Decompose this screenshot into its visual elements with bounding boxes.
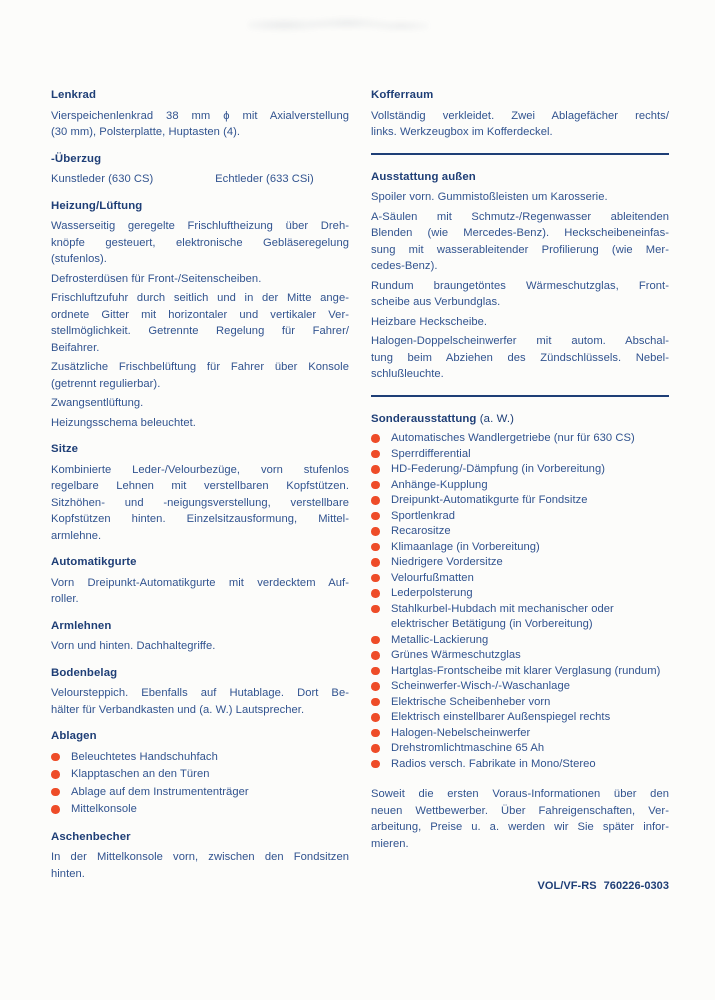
paragraph	[51, 395, 349, 412]
bullet-dot-icon	[371, 651, 380, 660]
paragraph	[51, 108, 349, 141]
material-left: Kunstleder (630 CS)	[51, 173, 154, 185]
list-item-label: Klapptaschen an den Türen	[71, 768, 210, 780]
list-item	[371, 648, 669, 664]
text-line: neuen Wettbewerber. Über Fahreigenschaften, Ver-	[371, 804, 669, 817]
list-item	[371, 757, 669, 773]
list-item	[371, 741, 669, 757]
text-line: Vollständig verkleidet. Zwei Ablagefächer rechts/	[371, 109, 669, 122]
section-heading-aschenbecher: Aschenbecher	[51, 830, 131, 843]
section-heading-sitze: Sitze	[51, 443, 79, 455]
paragraph	[51, 218, 349, 268]
section-heading-automatikgurte: Automatikgurte	[51, 556, 137, 568]
section-heading-ausstattung-aussen: Ausstattung außen	[371, 170, 476, 183]
list-item-label: Klimaanlage (in Vorbereitung)	[391, 540, 540, 553]
bullet-dot-icon	[371, 682, 380, 691]
list-item-label: Drehstromlichtmaschine 65 Ah	[391, 742, 545, 754]
list-item-label: HD-Federung/-Dämpfung (in Vorbereitung)	[391, 463, 605, 475]
list-item	[371, 478, 669, 494]
text-line: links. Werkzeugbox im Kofferdeckel.	[371, 126, 553, 138]
section-aschenbecher	[51, 829, 349, 883]
bullet-dot-icon	[371, 527, 380, 536]
paragraph	[51, 415, 349, 432]
text-line: hälter für Verbandkasten und (a. W.) Lautsprecher.	[51, 703, 305, 716]
section-heading-armlehnen: Armlehnen	[51, 619, 112, 632]
text-line: knöpfe gesteuert, elektronische Gebläseregelung	[51, 236, 349, 249]
list-item	[371, 633, 669, 649]
section-armlehnen	[51, 618, 349, 655]
list-item	[371, 493, 669, 509]
bullet-dot-icon	[371, 481, 380, 490]
section-heading-ueberzug: -Überzug	[51, 152, 102, 165]
list-item-label: Hartglas-Frontscheibe mit klarer Verglasung (rundum)	[391, 664, 661, 677]
bullet-dot-icon	[371, 729, 380, 738]
paragraph	[51, 685, 349, 718]
text-line: Sitzhöhen- und -neigungsverstellung, verstellbare	[51, 496, 349, 509]
section-heizung-lueftung	[51, 198, 349, 432]
text-line: In der Mittelkonsole vorn, zwischen den Fondsitzen	[51, 851, 349, 863]
list-item	[371, 540, 669, 556]
list-item	[371, 695, 669, 711]
paragraph	[371, 108, 669, 141]
bullet-dot-icon	[371, 744, 380, 753]
list-item	[51, 801, 349, 819]
list-item-label: Lederpolsterung	[391, 587, 473, 599]
left-column	[51, 87, 349, 895]
text-line: A-Säulen mit Schmutz-/Regenwasser ableitenden	[371, 210, 669, 223]
material-right: Echtleder (633 CSi)	[215, 173, 314, 185]
text-line: Heizbare Heckscheibe.	[371, 315, 488, 328]
list-item-label: Halogen-Nebelscheinwerfer	[391, 726, 531, 739]
text-line: Beifahrer.	[51, 341, 100, 354]
text-line: (stufenlos).	[51, 253, 107, 265]
two-column-layout	[51, 87, 668, 895]
heading-suffix: (a. W.)	[479, 412, 515, 425]
list-item	[371, 571, 669, 587]
list-item-label: Mittelkonsole	[71, 803, 137, 815]
section-ueberzug	[51, 151, 349, 188]
list-item	[371, 726, 669, 742]
closing-paragraph	[371, 786, 669, 852]
list-item-label: Grünes Wärmeschutzglas	[391, 649, 521, 661]
list-item	[371, 710, 669, 726]
bullet-dot-icon	[371, 698, 380, 707]
list-item-label: Elektrische Scheibenheber vorn	[391, 695, 551, 708]
document-code	[371, 878, 669, 895]
text-line: Soweit die ersten Voraus-Informationen über den	[371, 788, 669, 800]
text-line: ordnete Gitter mit horizontaler und vertikaler Ver-	[51, 308, 349, 321]
text-line: Blenden (wie Mercedes-Benz). Heckscheibeneinfas-	[371, 227, 669, 239]
text-line: arbeitung, Preise u. a. werden wir Sie später infor-	[371, 821, 669, 833]
heading-main: Sonderausstattung	[371, 412, 477, 425]
list-item-label: Scheinwerfer-Wisch-/-Waschanlage	[391, 680, 570, 692]
paragraph	[371, 314, 669, 331]
bullet-dot-icon	[371, 434, 380, 443]
section-heading-ablagen: Ablagen	[51, 730, 97, 742]
bullet-dot-icon	[51, 770, 60, 779]
document-code-prefix: VOL/VF-RS	[537, 880, 597, 892]
scan-artifact	[248, 16, 428, 34]
text-line: Vorn und hinten. Dachhaltegriffe.	[51, 640, 216, 652]
list-item	[371, 462, 669, 478]
paragraph	[371, 209, 669, 275]
bullet-dot-icon	[51, 753, 60, 762]
list-item-label: Beleuchtetes Handschuhfach	[71, 750, 218, 763]
text-line: stellmöglichkeit. Getrennte Regelung für Fahrer/	[51, 325, 349, 337]
list-item-label: Radios versch. Fabrikate in Mono/Stereo	[391, 757, 596, 770]
list-item-label: Automatisches Wandlergetriebe (nur für 630 CS)	[391, 432, 635, 444]
text-line: Defrosterdüsen für Front-/Seitenscheiben.	[51, 272, 262, 285]
text-line: Halogen-Doppelscheinwerfer mit autom. Abschal-	[371, 335, 669, 347]
bullet-dot-icon	[51, 788, 60, 797]
bullet-dot-icon	[371, 713, 380, 722]
paragraph	[51, 462, 349, 545]
sonderausstattung-bullet-list	[371, 431, 669, 772]
section-lenkrad	[51, 87, 349, 141]
list-item	[371, 679, 669, 695]
list-item	[371, 509, 669, 525]
list-item-label: Sportlenkrad	[391, 509, 456, 522]
paragraph	[51, 638, 349, 655]
text-line: Spoiler vorn. Gummistoßleisten um Karosserie.	[371, 191, 608, 203]
material-row	[51, 171, 349, 188]
text-line: Frischluftzufuhr durch seitlich und in der Mitte ange-	[51, 292, 349, 304]
section-automatikgurte	[51, 554, 349, 608]
list-item-label: Recarositze	[391, 525, 451, 537]
text-line: cedes-Benz).	[371, 260, 438, 272]
text-line: mieren.	[371, 837, 409, 850]
text-line: Vorn Dreipunkt-Automatikgurte mit verdecktem Auf-	[51, 576, 349, 589]
text-line: roller.	[51, 593, 79, 605]
paragraph	[51, 271, 349, 288]
paragraph	[51, 849, 349, 882]
paragraph	[371, 278, 669, 311]
section-heading-lenkrad: Lenkrad	[51, 89, 97, 101]
text-line: tung beim Abziehen des Zündschlüssels. Nebel-	[371, 351, 669, 364]
list-item	[371, 447, 669, 463]
text-line: scheibe aus Verbundglas.	[371, 296, 501, 308]
bullet-dot-icon	[371, 496, 380, 505]
list-item	[371, 431, 669, 447]
paragraph	[51, 290, 349, 356]
ablagen-bullet-list	[51, 749, 349, 819]
text-line: Heizungsschema beleuchtet.	[51, 416, 196, 429]
list-item	[371, 602, 669, 633]
list-item-label: Stahlkurbel-Hubdach mit mechanischer oder elektrischer Betätigung (in Vorbereitung)	[391, 602, 614, 630]
text-line: armlehne.	[51, 529, 102, 542]
list-item-label: Niedrigere Vordersitze	[391, 556, 503, 568]
section-heading-heizung: Heizung/Lüftung	[51, 199, 143, 212]
section-bodenbelag	[51, 665, 349, 719]
text-line: (30 mm), Polsterplatte, Huptasten (4).	[51, 126, 241, 138]
list-item-label: Anhänge-Kupplung	[391, 478, 488, 491]
text-line: Kombinierte Leder-/Velourbezüge, vorn stufenlos	[51, 463, 349, 476]
paragraph	[51, 359, 349, 392]
right-column	[371, 87, 669, 895]
paragraph	[371, 333, 669, 383]
list-item	[371, 555, 669, 571]
list-item	[371, 664, 669, 680]
section-sitze	[51, 441, 349, 544]
list-item	[51, 749, 349, 767]
separator-line	[371, 153, 669, 155]
text-line: Wasserseitig geregelte Frischluftheizung über Dreh-	[51, 220, 349, 232]
text-line: Zusätzliche Frischbelüftung für Fahrer über Konsole	[51, 361, 349, 373]
list-item-label: Dreipunkt-Automatikgurte für Fondsitze	[391, 494, 588, 506]
text-line: hinten.	[51, 867, 85, 880]
bullet-dot-icon	[371, 574, 380, 583]
text-line: sung mit wasserableitender Profilierung (wie Mer-	[371, 243, 669, 256]
bullet-dot-icon	[51, 805, 60, 814]
paragraph	[371, 189, 669, 206]
bullet-dot-icon	[371, 760, 380, 769]
text-line: schlußleuchte.	[371, 368, 444, 380]
list-item	[371, 586, 669, 602]
section-ausstattung-aussen	[371, 169, 669, 383]
bullet-dot-icon	[371, 512, 380, 521]
list-item-label: Sperrdifferential	[391, 447, 471, 460]
list-item	[51, 766, 349, 784]
section-heading-bodenbelag: Bodenbelag	[51, 666, 118, 679]
section-sonderausstattung	[371, 411, 669, 773]
paragraph	[51, 575, 349, 608]
text-line: Kopfstützen hinten. Einzelsitzausformung, Mittel-	[51, 513, 349, 525]
section-ablagen	[51, 728, 349, 819]
text-line: Vierspeichenlenkrad 38 mm ϕ mit Axialverstellung	[51, 109, 349, 122]
bullet-dot-icon	[371, 605, 380, 614]
list-item-label: Ablage auf dem Instrumententräger	[71, 785, 249, 798]
text-line: regelbare Lehnen mit verstellbaren Kopfstützen.	[51, 480, 349, 492]
text-line: (getrennt regulierbar).	[51, 377, 161, 390]
separator-line	[371, 395, 669, 397]
section-heading-sonderausstattung	[371, 411, 669, 428]
bullet-dot-icon	[371, 589, 380, 598]
section-kofferraum	[371, 87, 669, 141]
list-item-label: Velourfußmatten	[391, 571, 474, 584]
bullet-dot-icon	[371, 558, 380, 567]
bullet-dot-icon	[371, 636, 380, 645]
bullet-dot-icon	[371, 667, 380, 676]
bullet-dot-icon	[371, 543, 380, 552]
list-item-label: Metallic-Lackierung	[391, 633, 489, 646]
text-line: Zwangsentlüftung.	[51, 397, 144, 409]
text-line: Rundum braungetöntes Wärmeschutzglas, Front-	[371, 279, 669, 292]
document-code-number: 760226-0303	[603, 880, 669, 892]
list-item-label: Elektrisch einstellbarer Außenspiegel rechts	[391, 711, 611, 723]
list-item	[371, 524, 669, 540]
list-item	[51, 784, 349, 802]
section-heading-kofferraum: Kofferraum	[371, 89, 434, 101]
text-line: Veloursteppich. Ebenfalls auf Hutablage. Dort Be-	[51, 687, 349, 699]
bullet-dot-icon	[371, 450, 380, 459]
bullet-dot-icon	[371, 465, 380, 474]
